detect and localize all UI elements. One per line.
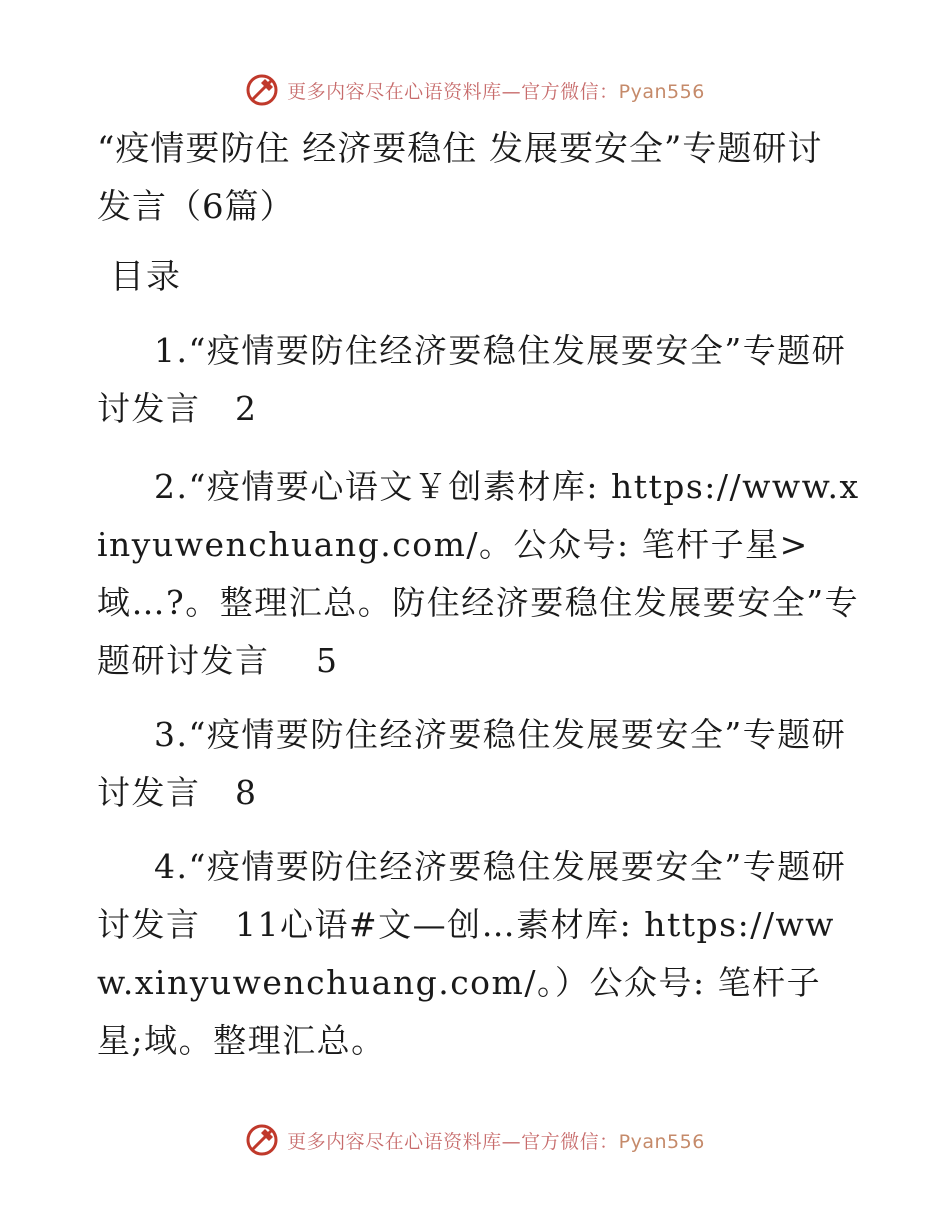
toc-entry-2: 2.“疫情要心语文￥创素材库: https://www.xinyuwenchuang.com/。公众号: 笔杆子星>域…?。整理汇总。防住经济要稳住发展要安全”专题研讨发言 5: [97, 467, 860, 680]
toc-entry-3: 3.“疫情要防住经济要稳住发展要安全”专题研讨发言 8: [97, 715, 847, 812]
banner-text: 更多内容尽在心语资料库—官方微信：Pyan556: [287, 80, 705, 103]
document-title: “疫情要防住 经济要稳住 发展要安全”专题研讨发言（6篇）: [97, 129, 823, 227]
toc-entry-4: 4.“疫情要防住经济要稳住发展要安全”专题研讨发言 11心语#文—创…素材库: https://www.xinyuwenchuang.com/。）公众号: 笔杆子星;域。整理汇总。: [97, 847, 847, 1060]
brand-logo-icon: [245, 1123, 279, 1157]
brand-logo-icon: [245, 73, 279, 107]
toc-heading: 目录: [110, 257, 182, 297]
header-watermark-banner: [0, 70, 950, 110]
footer-watermark-banner: [0, 1120, 950, 1160]
toc-entry-1: 1.“疫情要防住经济要稳住发展要安全”专题研讨发言 2: [97, 331, 847, 428]
banner-text: 更多内容尽在心语资料库—官方微信：Pyan556: [287, 1130, 705, 1153]
